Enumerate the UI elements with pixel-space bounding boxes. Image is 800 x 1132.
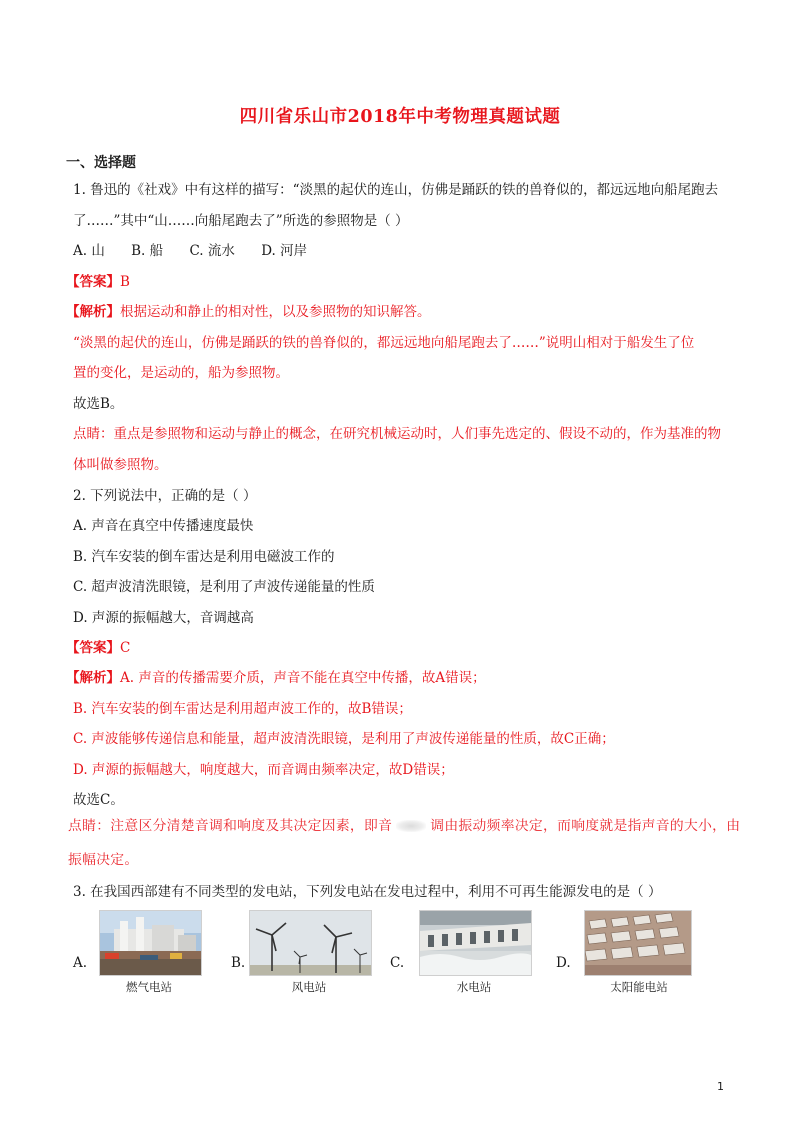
hydro-power-station-image xyxy=(419,910,532,976)
q1-option-d: D. 河岸 xyxy=(261,243,308,259)
q3-choice-d-caption: 太阳能电站 xyxy=(610,980,668,994)
q3-choice-b-letter: B. xyxy=(231,955,246,971)
q1-conclusion: 故选B。 xyxy=(73,396,124,412)
q2-analysis-a xyxy=(66,668,486,688)
wind-power-station-image xyxy=(249,910,372,976)
page-number: 1 xyxy=(717,1080,724,1093)
q3-choice-a-caption: 燃气电站 xyxy=(126,980,172,994)
q2-option-a: A. 声音在真空中传播速度最快 xyxy=(73,518,254,534)
q1-option-b: B. 船 xyxy=(131,243,164,259)
q1-options xyxy=(73,241,329,261)
page-title: 四川省乐山市2018年中考物理真题试题 xyxy=(239,107,561,127)
q1-answer xyxy=(66,272,130,292)
q1-tip-line1: 点睛：重点是参照物和运动与静止的概念，在研究机械运动时，人们事先选定的、假设不动的，作为基准的物 xyxy=(73,426,721,442)
q2-option-d: D. 声源的振幅越大，音调越高 xyxy=(73,610,254,626)
q3-stem: 3. 在我国西部建有不同类型的发电站，下列发电站在发电过程中，利用不可再生能源发电的是（ ） xyxy=(73,884,662,900)
analysis-label: 【解析】 xyxy=(66,670,120,686)
answer-label: 【答案】 xyxy=(66,640,120,656)
q3-choice-c-caption: 水电站 xyxy=(456,980,492,994)
q1-detail-line2: 置的变化，是运动的，船为参照物。 xyxy=(73,365,289,381)
q2-conclusion: 故选C。 xyxy=(73,792,124,808)
q2-stem: 2. 下列说法中，正确的是（ ） xyxy=(73,488,257,504)
q3-choice-b-caption: 风电站 xyxy=(291,980,327,994)
q1-option-a: A. 山 xyxy=(73,243,105,259)
q2-tip-part2: 调由振动频率决定，而响度就是指声音的大小，由 xyxy=(430,818,741,834)
q2-tip-line2: 振幅决定。 xyxy=(68,852,139,868)
q3-choice-d-letter: D. xyxy=(556,955,571,971)
q3-choice-c-letter: C. xyxy=(390,955,405,971)
q2-tip-line1 xyxy=(68,816,740,836)
answer-value: B xyxy=(120,274,130,290)
q1-detail-line1: “淡黑的起伏的连山，仿佛是踊跃的铁的兽脊似的，都远远地向船尾跑去了……”说明山相对于船发生了位 xyxy=(73,335,695,351)
gas-power-station-image xyxy=(99,910,202,976)
q2-analysis-d: D. 声源的振幅越大，响度越大，而音调由频率决定，故D错误； xyxy=(73,762,454,778)
q1-stem-line2: 了……”其中“山……向船尾跑去了”所选的参照物是（ ） xyxy=(73,213,409,229)
blurred-watermark xyxy=(396,820,426,832)
section-heading: 一、选择题 xyxy=(66,155,136,171)
q2-option-c: C. 超声波清洗眼镜，是利用了声波传递能量的性质 xyxy=(73,579,375,595)
q1-stem-line1: 1. 鲁迅的《社戏》中有这样的描写：“淡黑的起伏的连山，仿佛是踊跃的铁的兽脊似的，都远远地向船尾跑去 xyxy=(73,182,719,198)
q1-option-c: C. 流水 xyxy=(189,243,235,259)
q2-option-b: B. 汽车安装的倒车雷达是利用电磁波工作的 xyxy=(73,549,335,565)
q1-analysis xyxy=(66,302,431,322)
analysis-label: 【解析】 xyxy=(66,304,120,320)
q1-tip-line2: 体叫做参照物。 xyxy=(73,457,168,473)
q2-analysis-c: C. 声波能够传递信息和能量，超声波清洗眼镜，是利用了声波传递能量的性质，故C正确； xyxy=(73,731,615,747)
q2-analysis-b: B. 汽车安装的倒车雷达是利用超声波工作的，故B错误； xyxy=(73,701,412,717)
q3-choice-a-letter: A. xyxy=(73,955,88,971)
analysis-text: 根据运动和静止的相对性，以及参照物的知识解答。 xyxy=(120,304,431,320)
solar-power-station-image xyxy=(584,910,692,976)
answer-label: 【答案】 xyxy=(66,274,120,290)
answer-value: C xyxy=(120,640,131,656)
analysis-text: A. 声音的传播需要介质，声音不能在真空中传播，故A错误； xyxy=(120,670,486,686)
q2-answer xyxy=(66,638,130,658)
q2-tip-part1: 点睛：注意区分清楚音调和响度及其决定因素，即音 xyxy=(68,818,393,834)
